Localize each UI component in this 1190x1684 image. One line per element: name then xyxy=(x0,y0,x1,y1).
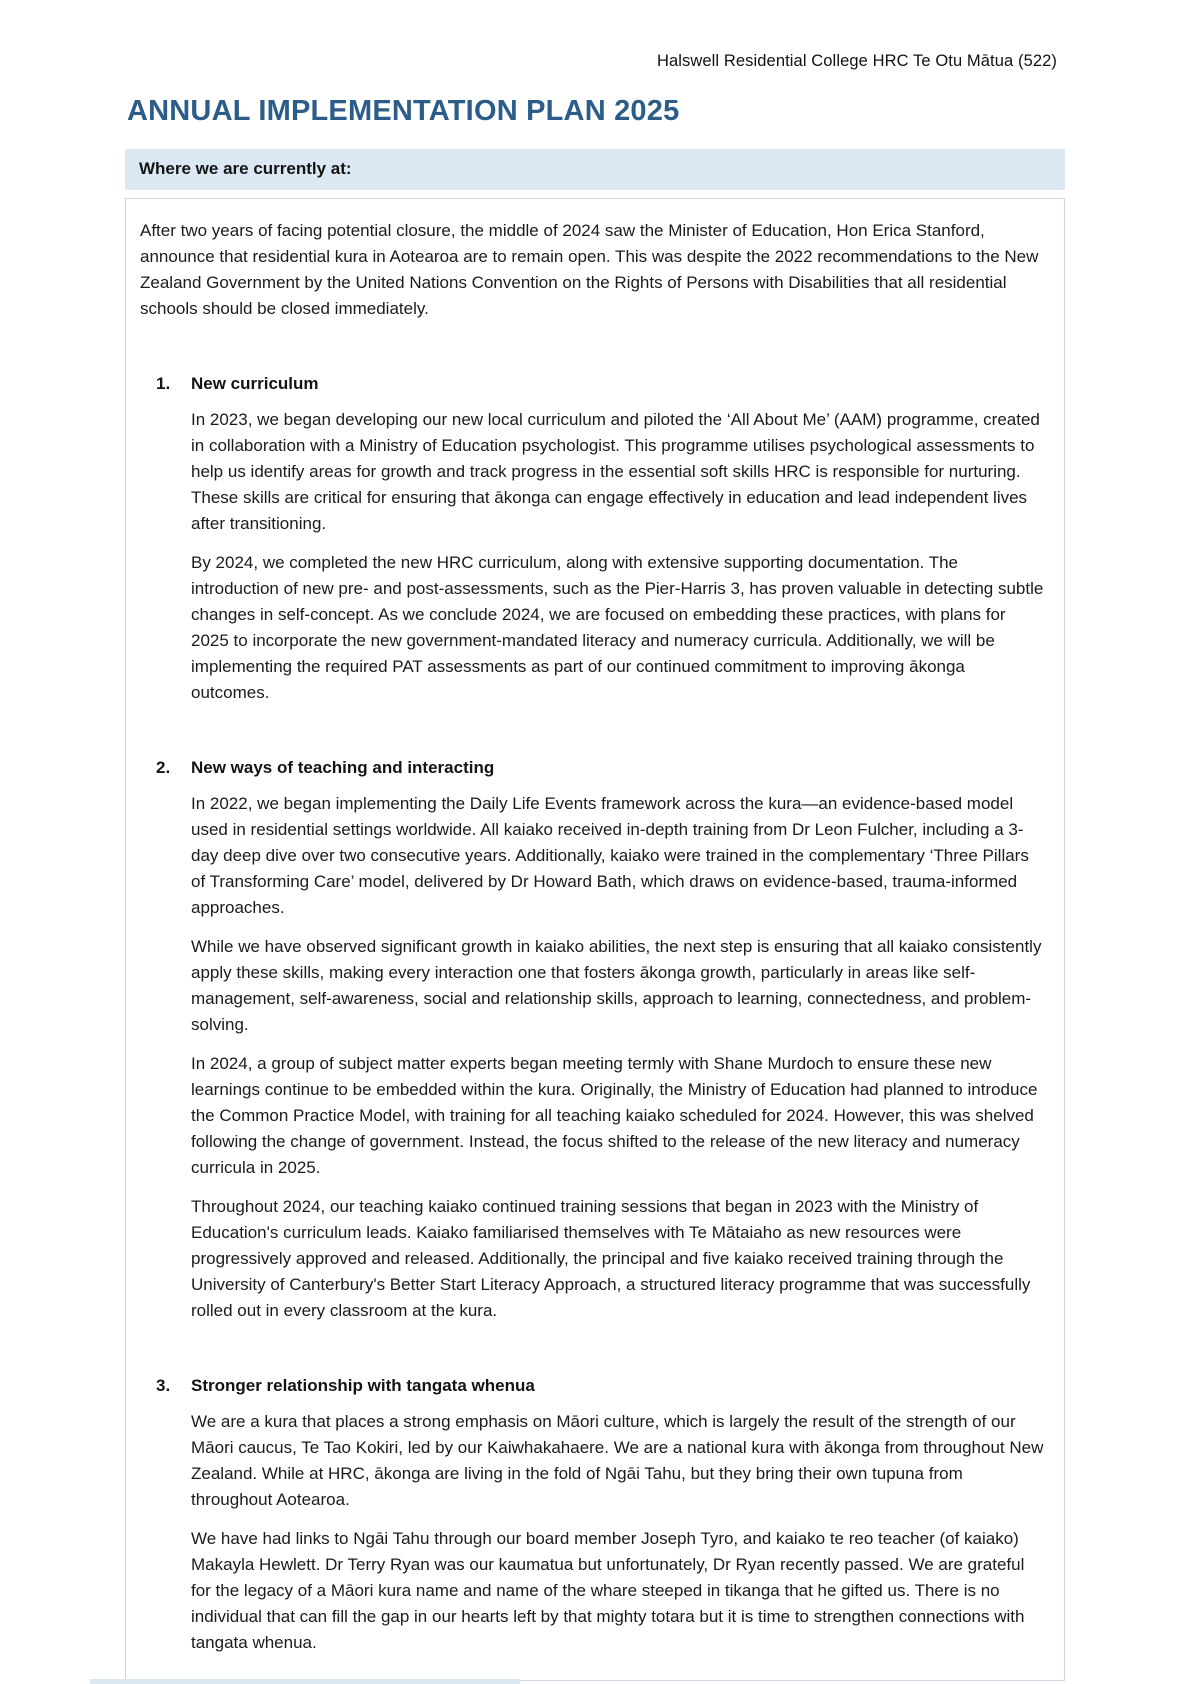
section-paragraph: Throughout 2024, our teaching kaiako continued training sessions that began in 2023 with the Ministry of Education's curriculum leads. Kaiako familiarised themselves with Te Mātaiaho as new resources were progressively approved and released. Additionally, the principal and five kaiako received training through the University of Canterbury's Better Start Literacy Approach, a structured literacy programme that was successfully rolled out in every classroom at the kura. xyxy=(191,1197,1031,1320)
section-title: Stronger relationship with tangata whenua xyxy=(191,1376,535,1395)
section-heading xyxy=(156,1376,1048,1396)
section-paragraph: In 2024, a group of subject matter experts began meeting termly with Shane Murdoch to ensure these new learnings continue to be embedded within the kura. Originally, the Ministry of Education had planned to introduce the Common Practice Model, with training for all teaching kaiako scheduled for 2024. However, this was shelved following the change of government. Instead, the focus shifted to the release of the new literacy and numeracy curricula in 2025. xyxy=(191,1054,1038,1177)
section-number: 3. xyxy=(156,1376,171,1395)
header-text: Halswell Residential College HRC Te Otu Mātua (522) xyxy=(656,52,1057,70)
section-paragraph: In 2023, we began developing our new local curriculum and piloted the ‘All About Me’ (AAM) programme, created in collaboration with a Ministry of Education psychologist. This programme utilises psychological assessments to help us identify areas for growth and track progress in the essential soft skills HRC is responsible for nurturing. These skills are critical for ensuring that ākonga can engage effectively in education and lead independent lives after transitioning. xyxy=(191,410,1040,533)
page-title: ANNUAL IMPLEMENTATION PLAN 2025 xyxy=(127,95,680,127)
section-paragraph: In 2022, we began implementing the Daily Life Events framework across the kura—an evidence-based model used in residential settings worldwide. All kaiako received in-depth training from Dr Leon Fulcher, including a 3-day deep dive over two consecutive years. Additionally, kaiako were trained in the complementary ‘Three Pillars of Transforming Care’ model, delivered by Dr Howard Bath, which draws on evidence-based, trauma-informed approaches. xyxy=(191,794,1029,917)
section-heading-label: Where we are currently at: xyxy=(139,159,352,178)
section-tangata-whenua xyxy=(138,1376,1048,1656)
section-number: 2. xyxy=(156,758,171,777)
next-section-strip-cutoff xyxy=(90,1679,520,1684)
section-number: 1. xyxy=(156,374,171,393)
section-paragraph: We are a kura that places a strong emphasis on Māori culture, which is largely the result of the strength of our Māori caucus, Te Tao Kokiri, led by our Kaiwhakahaere. We are a national kura with ākonga from throughout New Zealand. While at HRC, ākonga are living in the fold of Ngāi Tahu, but they bring their own tupuna from throughout Aotearoa. xyxy=(191,1412,1044,1509)
document-header xyxy=(125,52,1065,71)
section-heading xyxy=(156,374,1048,394)
intro-paragraph: After two years of facing potential closure, the middle of 2024 saw the Minister of Education, Hon Erica Stanford, announce that residential kura in Aotearoa are to remain open. This was despite the 2022 recommendations to the New Zealand Government by the United Nations Convention on the Rights of Persons with Disabilities that all residential schools should be closed immediately. xyxy=(140,221,1039,318)
section-paragraph: We have had links to Ngāi Tahu through our board member Joseph Tyro, and kaiako te reo teacher (of kaiako) Makayla Hewlett. Dr Terry Ryan was our kaumatua but unfortunately, Dr Ryan recently passed. We are grateful for the legacy of a Māori kura name and name of the whare steeped in tikanga that he gifted us. There is no individual that can fill the gap in our hearts left by that mighty totara but it is time to strengthen connections with tangata whenua. xyxy=(191,1529,1025,1652)
section-new-curriculum xyxy=(138,374,1048,706)
document-page xyxy=(125,0,1065,1681)
section-paragraph: By 2024, we completed the new HRC curriculum, along with extensive supporting documentation. The introduction of new pre- and post-assessments, such as the Pier-Harris 3, has proven valuable in detecting subtle changes in self-concept. As we conclude 2024, we are focused on embedding these practices, with plans for 2025 to incorporate the new government-mandated literacy and numeracy curricula. Additionally, we will be implementing the required PAT assessments as part of our continued commitment to improving ākonga outcomes. xyxy=(191,553,1044,702)
section-new-ways-of-teaching xyxy=(138,758,1048,1324)
section-paragraph: While we have observed significant growth in kaiako abilities, the next step is ensuring that all kaiako consistently apply these skills, making every interaction one that fosters ākonga growth, particularly in areas like self-management, self-awareness, social and relationship skills, approach to learning, connectedness, and problem-solving. xyxy=(191,937,1042,1034)
section-title: New ways of teaching and interacting xyxy=(191,758,495,777)
section-heading-box xyxy=(125,149,1065,190)
section-heading xyxy=(156,758,1048,778)
section-title: New curriculum xyxy=(191,374,319,393)
content-box xyxy=(125,198,1065,1681)
